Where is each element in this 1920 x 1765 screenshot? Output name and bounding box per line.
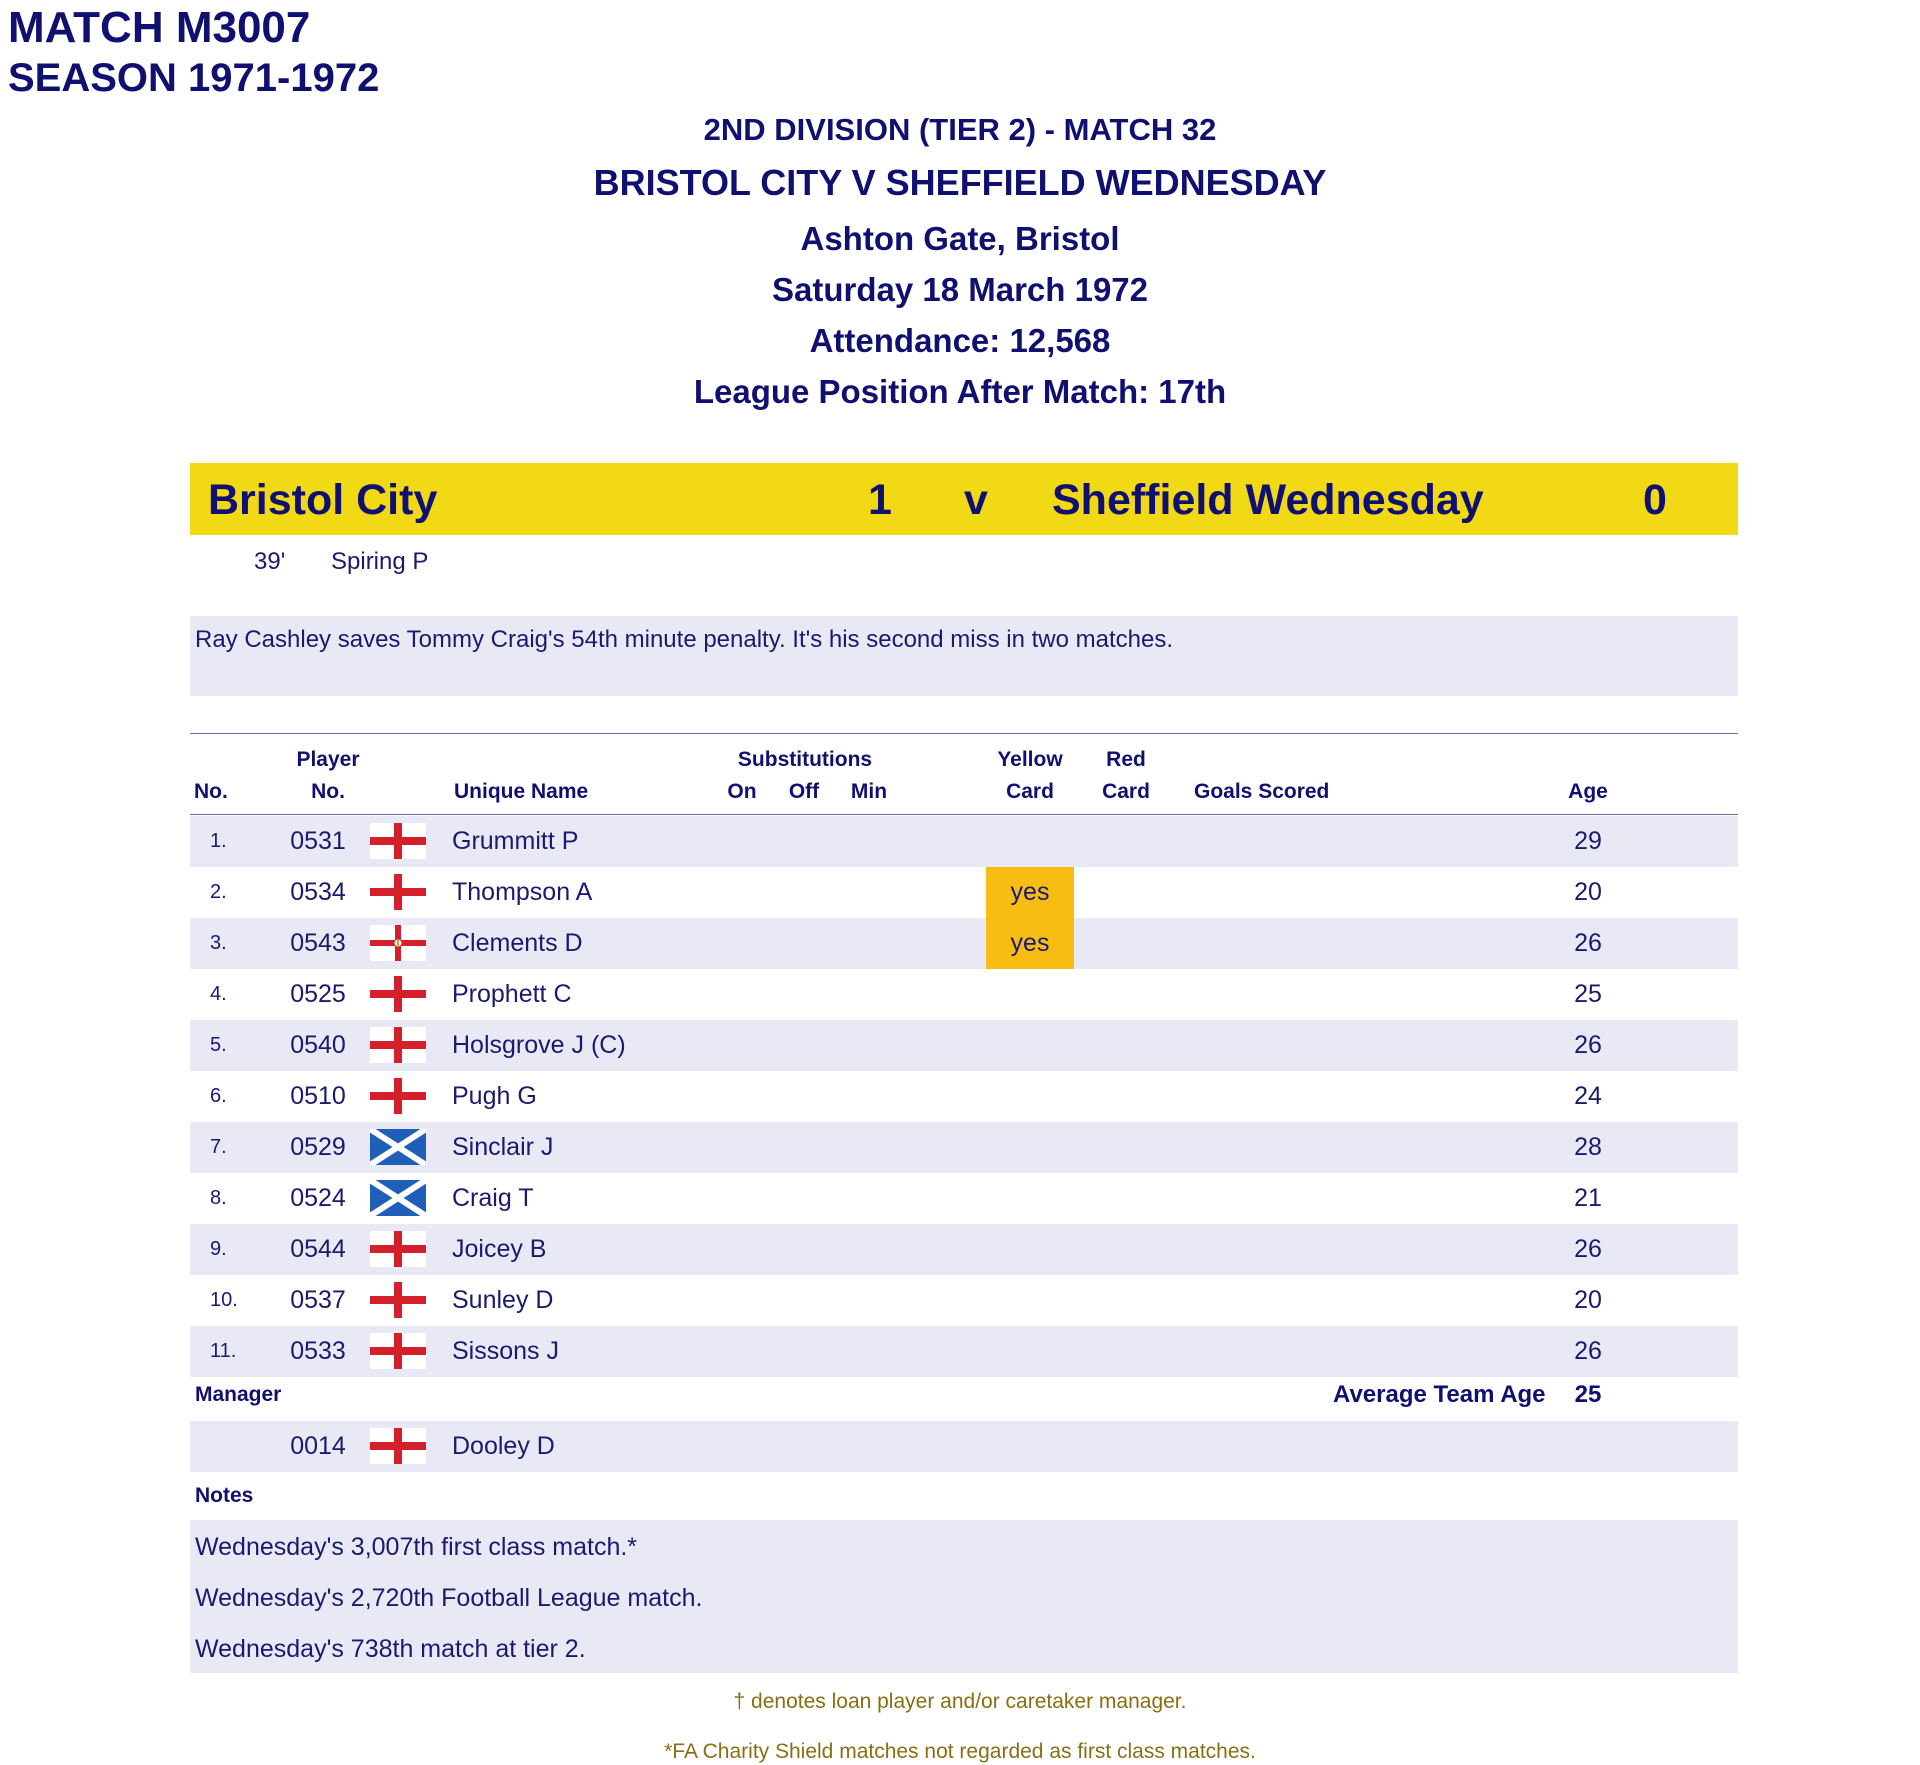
col-yellow: Yellow xyxy=(997,748,1063,771)
table-row xyxy=(190,1071,1738,1122)
manager-row xyxy=(190,1421,1738,1472)
score-bar xyxy=(190,463,1738,535)
season-label: SEASON 1971-1972 xyxy=(8,56,380,100)
player-number: 0531 xyxy=(290,827,346,855)
table-row xyxy=(190,1020,1738,1071)
table-row xyxy=(190,1326,1738,1377)
player-name: Thompson A xyxy=(452,878,593,906)
col-substitutions: Substitutions xyxy=(737,748,873,771)
england-flag-icon xyxy=(370,1231,426,1267)
away-team: Sheffield Wednesday xyxy=(1052,476,1484,524)
player-name: Sinclair J xyxy=(452,1133,554,1161)
competition-title: 2ND DIVISION (TIER 2) - MATCH 32 xyxy=(703,112,1217,147)
table-row xyxy=(190,1224,1738,1275)
shirt-number: 2. xyxy=(210,881,227,903)
player-age: 20 xyxy=(1574,1286,1602,1314)
yellow-card-cell: yes xyxy=(986,867,1074,918)
note-line-2: Wednesday's 2,720th Football League match. xyxy=(195,1584,703,1612)
shirt-number: 10. xyxy=(210,1289,238,1311)
shirt-number: 3. xyxy=(210,932,227,954)
shirt-number: 8. xyxy=(210,1187,227,1209)
col-yellow-card: Card xyxy=(1006,780,1054,803)
player-number: 0525 xyxy=(290,980,346,1008)
col-red: Red xyxy=(1106,748,1146,771)
player-number: 0544 xyxy=(290,1235,346,1263)
home-team: Bristol City xyxy=(208,476,438,524)
footnote-loan: † denotes loan player and/or caretaker manager. xyxy=(733,1690,1187,1713)
player-name: Holsgrove J (C) xyxy=(452,1031,626,1059)
player-name: Prophett C xyxy=(452,980,572,1008)
average-age-label: Average Team Age xyxy=(1333,1381,1546,1408)
scotland-flag-icon xyxy=(370,1180,426,1216)
shirt-number: 4. xyxy=(210,983,227,1005)
col-sub-off: Off xyxy=(788,780,820,803)
average-age-value: 25 xyxy=(1574,1381,1602,1408)
fixture-title: BRISTOL CITY V SHEFFIELD WEDNESDAY xyxy=(593,162,1327,203)
scorer-minute: 39' xyxy=(254,548,286,575)
player-name: Sissons J xyxy=(452,1337,559,1365)
player-name: Grummitt P xyxy=(452,827,579,855)
manager-name: Dooley D xyxy=(452,1432,555,1460)
table-row xyxy=(190,816,1738,867)
col-unique-name: Unique Name xyxy=(454,780,589,803)
england-flag-icon xyxy=(370,1078,426,1114)
player-number: 0524 xyxy=(290,1184,346,1212)
match-date: Saturday 18 March 1972 xyxy=(771,271,1149,308)
england-flag-icon xyxy=(370,1333,426,1369)
player-number: 0537 xyxy=(290,1286,346,1314)
col-age: Age xyxy=(1568,780,1608,803)
player-number: 0543 xyxy=(290,929,346,957)
table-row xyxy=(190,1173,1738,1224)
home-goals: 1 xyxy=(868,476,892,524)
table-row xyxy=(190,918,1738,969)
player-age: 25 xyxy=(1574,980,1602,1008)
player-age: 26 xyxy=(1574,1235,1602,1263)
england-flag-icon xyxy=(370,1428,426,1464)
note-line-1: Wednesday's 3,007th first class match.* xyxy=(195,1533,638,1561)
player-age: 26 xyxy=(1574,1337,1602,1365)
shirt-number: 11. xyxy=(210,1340,237,1362)
player-age: 26 xyxy=(1574,1031,1602,1059)
match-comment-box xyxy=(190,616,1738,696)
manager-label: Manager xyxy=(195,1383,282,1406)
player-number: 0540 xyxy=(290,1031,346,1059)
player-name: Pugh G xyxy=(452,1082,537,1110)
table-row xyxy=(190,1122,1738,1173)
col-no: No. xyxy=(194,780,228,803)
yellow-card-cell: yes xyxy=(986,918,1074,969)
footnote-charity-shield: *FA Charity Shield matches not regarded as first class matches. xyxy=(664,1740,1256,1763)
table-row xyxy=(190,969,1738,1020)
attendance: Attendance: 12,568 xyxy=(809,322,1111,359)
match-comment: Ray Cashley saves Tommy Craig's 54th minute penalty. It's his second miss in two matches. xyxy=(195,626,1173,653)
player-name: Craig T xyxy=(452,1184,534,1212)
shirt-number: 1. xyxy=(210,830,227,852)
england-flag-icon xyxy=(370,823,426,859)
note-line-3: Wednesday's 738th match at tier 2. xyxy=(195,1635,586,1663)
shirt-number: 5. xyxy=(210,1034,227,1056)
manager-number: 0014 xyxy=(290,1432,346,1460)
player-number: 0510 xyxy=(290,1082,346,1110)
col-player-no: No. xyxy=(311,780,345,803)
scotland-flag-icon xyxy=(370,1129,426,1165)
player-number: 0534 xyxy=(290,878,346,906)
england-flag-icon xyxy=(370,1027,426,1063)
col-sub-on: On xyxy=(727,780,757,803)
shirt-number: 6. xyxy=(210,1085,227,1107)
player-number: 0529 xyxy=(290,1133,346,1161)
table-header-rule xyxy=(190,814,1738,815)
player-age: 28 xyxy=(1574,1133,1602,1161)
notes-label: Notes xyxy=(195,1484,254,1507)
player-age: 21 xyxy=(1574,1184,1602,1212)
shirt-number: 7. xyxy=(210,1136,227,1158)
table-top-rule xyxy=(190,733,1738,734)
league-position: League Position After Match: 17th xyxy=(693,373,1227,410)
player-number: 0533 xyxy=(290,1337,346,1365)
player-name: Sunley D xyxy=(452,1286,554,1314)
player-age: 29 xyxy=(1574,827,1602,855)
northern-ireland-flag-icon xyxy=(370,925,426,961)
table-row xyxy=(190,1275,1738,1326)
venue: Ashton Gate, Bristol xyxy=(800,220,1120,257)
col-goals-scored: Goals Scored xyxy=(1194,780,1330,803)
player-age: 26 xyxy=(1574,929,1602,957)
player-name: Clements D xyxy=(452,929,583,957)
england-flag-icon xyxy=(370,1282,426,1318)
match-id: MATCH M3007 xyxy=(8,3,311,52)
player-age: 24 xyxy=(1574,1082,1602,1110)
player-name: Joicey B xyxy=(452,1235,547,1263)
scorer-name: Spiring P xyxy=(331,548,429,575)
versus-label: v xyxy=(964,476,988,524)
player-age: 20 xyxy=(1574,878,1602,906)
away-goals: 0 xyxy=(1643,476,1667,524)
col-red-card: Card xyxy=(1102,780,1150,803)
england-flag-icon xyxy=(370,976,426,1012)
table-row xyxy=(190,867,1738,918)
england-flag-icon xyxy=(370,874,426,910)
col-sub-min: Min xyxy=(850,780,888,803)
col-player: Player xyxy=(296,748,360,771)
shirt-number: 9. xyxy=(210,1238,227,1260)
